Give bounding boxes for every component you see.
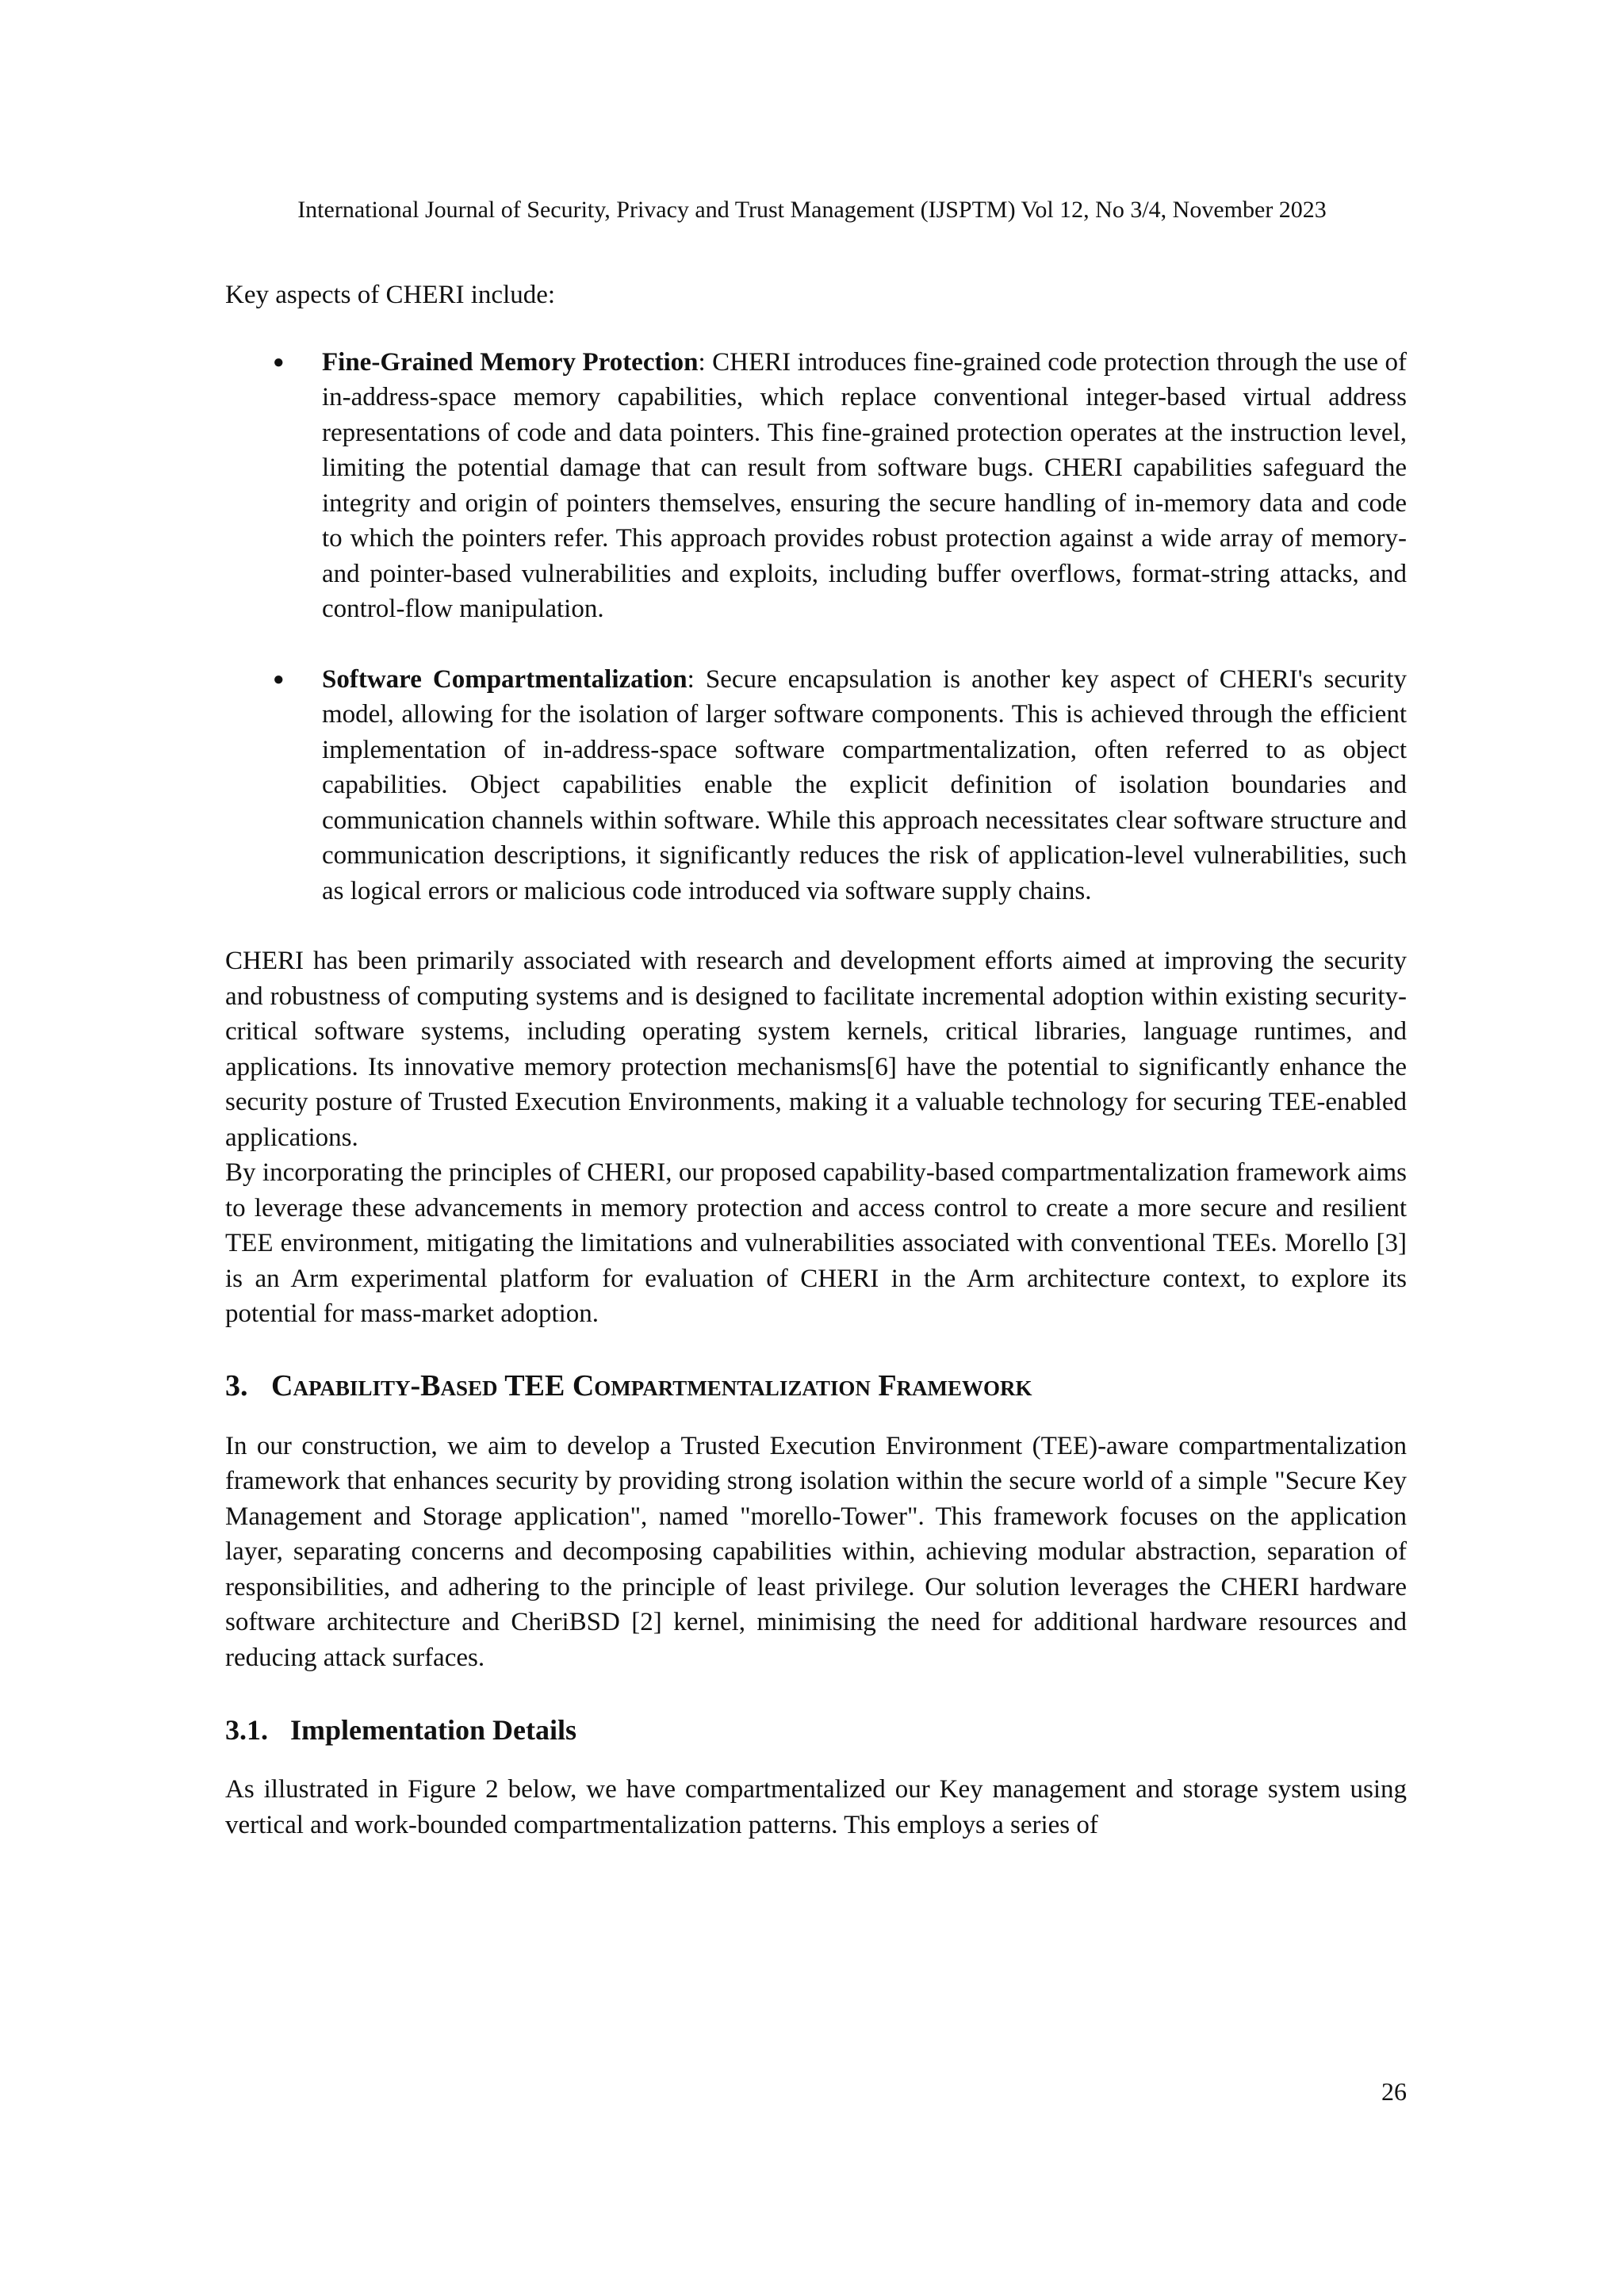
paragraph-cheri-association: CHERI has been primarily associated with research and development efforts aimed at improving the security and robustness of computing systems and is designed to facilitate incremental adoption within existing security-critical software systems, including operating system kernels, critical libraries, language runtimes, and applications. Its innovative memory protection mechanisms[6] have the potential to significantly enhance the security posture of Trusted Execution Environments, making it a valuable technology for securing TEE-enabled applications. [225,947,1407,1152]
list-item-text: : CHERI introduces fine-grained code protection through the use of in-address-space memory capabilities, which replace conventional integer-based virtual address representations of code and data pointers. This fine-grained protection operates at the instruction level, limiting the potential damage that can result from software bugs. CHERI capabilities safeguard the integrity and origin of pointers themselves, ensuring the secure handling of in-memory data and code to which the pointers refer. This approach provides robust protection against a wide array of memory-and pointer-based vulnerabilities and exploits, including buffer overflows, format-string attacks, and control-flow manipulation. [322,347,1407,623]
section-3-heading [225,1367,1407,1405]
running-header: International Journal of Security, Privacy and Trust Management (IJSPTM) Vol 12, No 3/4, November 2023 [297,197,1327,223]
list-item-software-compartmentalization [225,662,1407,909]
list-item-term: Fine-Grained Memory Protection [322,347,699,377]
bullet-icon: ● [273,351,285,373]
section-number: 3. [225,1368,248,1402]
list-item-text: : Secure encapsulation is another key aspect of CHERI's security model, allowing for the isolation of larger software components. This is achieved through the efficient implementation of in-address-space software compartmentalization, often referred to as object capabilities. Object capabilities enable the explicit definition of isolation boundaries and communication channels within software. While this approach necessitates clear software structure and communication descriptions, it significantly reduces the risk of application-level vulnerabilities, such as logical errors or malicious code introduced via software supply chains. [322,664,1407,905]
list-item-paragraph [322,662,1407,909]
paragraph-cheri-principles: By incorporating the principles of CHERI, our proposed capability-based compartmentalization framework aims to leverage these advancements in memory protection and access control to create a more secure and resilient TEE environment, mitigating the limitations and vulnerabilities associated with conventional TEEs. Morello [3] is an Arm experimental platform for evaluation of CHERI in the Arm architecture context, to explore its potential for mass-market adoption. [225,1158,1407,1328]
page-number: 26 [1381,2077,1407,2106]
list-item-term: Software Compartmentalization [322,664,688,694]
section-title: Capability-Based TEE Compartmentalization Framework [271,1368,1032,1402]
list-item-fine-grained-memory-protection [225,345,1407,627]
list-item-paragraph [322,345,1407,627]
section-3-1-heading [225,1712,1407,1748]
subsection-number: 3.1. [225,1714,268,1746]
paragraph-section-3-body: In our construction, we aim to develop a Trusted Execution Environment (TEE)-aware compartmentalization framework that enhances security by providing strong isolation within the secure world of a simple "Secure Key Management and Storage application", named "morello-Tower". This framework focuses on the application layer, separating concerns and decomposing capabilities within, achieving modular abstraction, separation of responsibilities, and adhering to the principle of least privilege. Our solution leverages the CHERI hardware software architecture and CheriBSD [2] kernel, minimising the need for additional hardware resources and reducing attack surfaces. [225,1431,1407,1672]
paragraph-section-3-1-body: As illustrated in Figure 2 below, we have compartmentalized our Key management and storage system using vertical and work-bounded compartmentalization patterns. This employs a series of [225,1775,1407,1839]
key-aspects-list [225,345,1407,909]
subsection-title: Implementation Details [290,1714,576,1746]
main-content [225,277,1407,1843]
intro-sentence: Key aspects of CHERI include: [225,281,556,309]
bullet-icon: ● [273,668,285,690]
